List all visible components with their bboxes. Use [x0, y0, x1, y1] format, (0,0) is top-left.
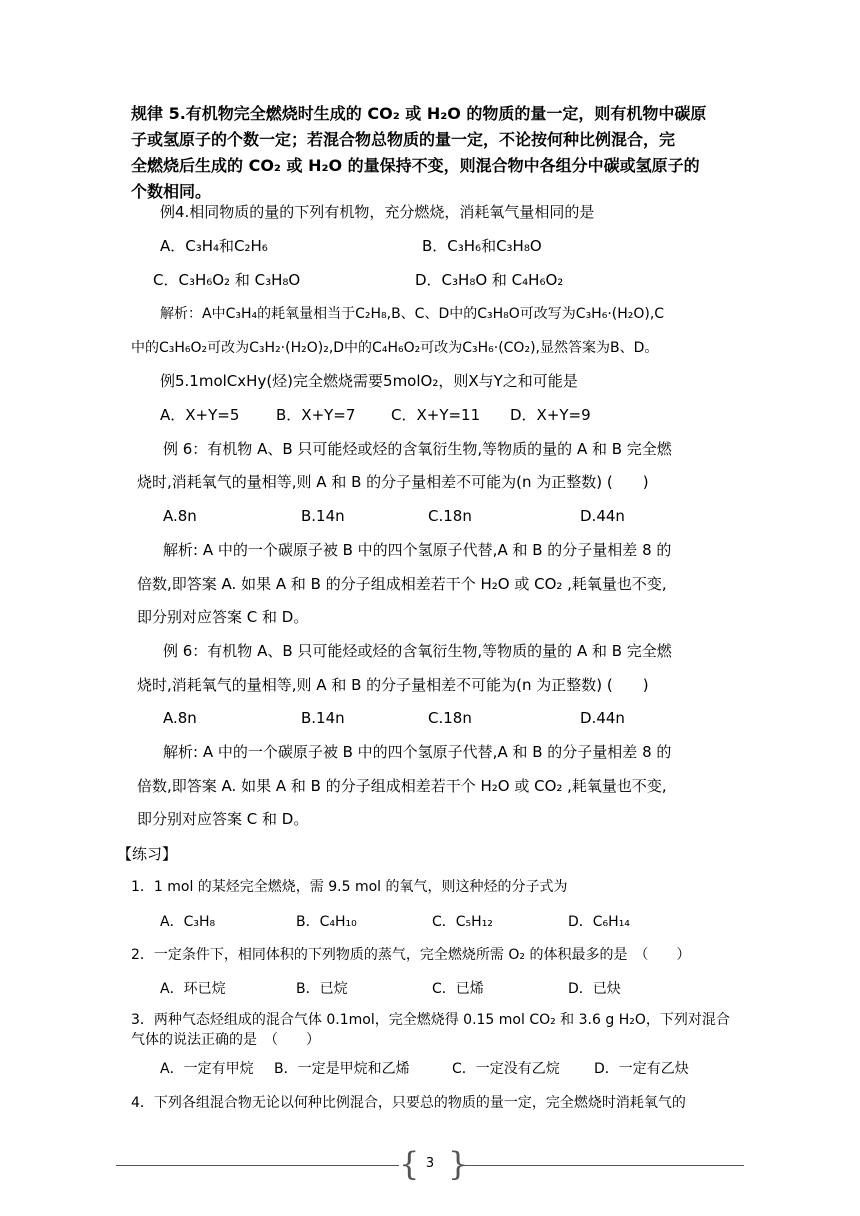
practice-q2-option-a: A．环已烷	[160, 981, 226, 997]
example6b-option-b: B.14n	[301, 709, 345, 727]
practice-q2-option-d: D．已炔	[568, 981, 621, 997]
example6a-option-d: D.44n	[580, 507, 625, 525]
practice-q1-option-c: C．C₅H₁₂	[432, 914, 493, 930]
practice-q3-option-a: A．一定有甲烷	[160, 1061, 254, 1077]
example4-option-d: D．C₃H₈O 和 C₄H₆O₂	[415, 271, 564, 289]
left-brace-icon: {	[399, 1145, 420, 1183]
example5-option-a: A．X+Y=5	[160, 406, 240, 424]
example6b-option-a: A.8n	[163, 709, 197, 727]
example6b-analysis-line1: 解析: A 中的一个碳原子被 B 中的四个氢原子代替,A 和 B 的分子量相差 8 的	[163, 743, 672, 761]
practice-heading: 【练习】	[117, 845, 178, 863]
rule5-line4: 个数相同。	[131, 182, 212, 201]
example4-option-b: B．C₃H₆和C₃H₈O	[422, 237, 542, 255]
example6b-analysis-line2: 倍数,即答案 A. 如果 A 和 B 的分子组成相差若干个 H₂O 或 CO₂ ,耗氧量也不变,	[137, 777, 667, 795]
practice-q2-option-c: C．已烯	[432, 981, 484, 997]
example4-option-c: C．C₃H₆O₂ 和 C₃H₈O	[153, 271, 301, 289]
practice-q1-option-b: B．C₄H₁₀	[296, 914, 357, 930]
practice-q1-option-d: D．C₆H₁₄	[568, 914, 630, 930]
practice-q2-option-b: B．已烷	[296, 981, 348, 997]
practice-q3-option-d: D．一定有乙炔	[594, 1061, 689, 1077]
footer-rule-left	[116, 1165, 399, 1166]
example5-option-d: D．X+Y=9	[510, 406, 591, 424]
example6a-analysis-line3: 即分别对应答案 C 和 D。	[137, 608, 309, 626]
example6a-question-line2: 烧时,消耗氧气的量相等,则 A 和 B 的分子量相差不可能为(n 为正整数) ( )	[137, 473, 649, 491]
example6a-analysis-line2: 倍数,即答案 A. 如果 A 和 B 的分子组成相差若干个 H₂O 或 CO₂ ,耗氧量也不变,	[137, 575, 667, 593]
practice-q4: 4．下列各组混合物无论以何种比例混合，只要总的物质的量一定，完全燃烧时消耗氧气的	[131, 1095, 686, 1111]
example6a-question-line1: 例 6：有机物 A、B 只可能烃或烃的含氧衍生物,等物质的量的 A 和 B 完全燃	[163, 440, 672, 458]
rule5-line3: 全燃烧后生成的 CO₂ 或 H₂O 的量保持不变，则混合物中各组分中碳或氢原子的	[131, 156, 700, 175]
example4-option-a: A．C₃H₄和C₂H₆	[160, 237, 268, 255]
page-number: 3	[425, 1156, 435, 1171]
example6b-question-line2: 烧时,消耗氧气的量相等,则 A 和 B 的分子量相差不可能为(n 为正整数) ( )	[137, 676, 649, 694]
practice-q1: 1．1 mol 的某烃完全燃烧，需 9.5 mol 的氧气，则这种烃的分子式为	[131, 879, 568, 895]
practice-q1-option-a: A．C₃H₈	[160, 914, 216, 930]
example6b-analysis-line3: 即分别对应答案 C 和 D。	[137, 810, 309, 828]
example5-option-b: B．X+Y=7	[276, 406, 356, 424]
example5-question: 例5.1molCxHy(烃)完全燃烧需要5molO₂，则X与Y之和可能是	[160, 372, 578, 390]
example5-option-c: C．X+Y=11	[391, 406, 481, 424]
practice-q3-option-c: C．一定没有乙烷	[452, 1061, 560, 1077]
practice-q3-line2: 气体的说法正确的是 （ ）	[131, 1032, 320, 1048]
right-brace-icon: }	[448, 1145, 469, 1183]
example4-question: 例4.相同物质的量的下列有机物，充分燃烧，消耗氧气量相同的是	[160, 203, 595, 221]
example6b-option-d: D.44n	[580, 709, 625, 727]
example6b-option-c: C.18n	[428, 709, 472, 727]
example6b-question-line1: 例 6：有机物 A、B 只可能烃或烃的含氧衍生物,等物质的量的 A 和 B 完全燃	[163, 642, 672, 660]
example6a-option-b: B.14n	[301, 507, 345, 525]
footer-rule-right	[462, 1165, 744, 1166]
example4-analysis-line1: 解析：A中C₃H₄的耗氧量相当于C₂H₈,B、C、D中的C₃H₈O可改写为C₃H₆·(H₂O),C	[160, 306, 665, 322]
example6a-option-a: A.8n	[163, 507, 197, 525]
practice-q3-line1: 3．两种气态烃组成的混合气体 0.1mol，完全燃烧得 0.15 mol CO₂ 和 3.6 g H₂O，下列对混合	[131, 1012, 730, 1028]
practice-q2: 2．一定条件下，相同体积的下列物质的蒸气，完全燃烧所需 O₂ 的体积最多的是 （ ）	[131, 947, 691, 963]
example6a-option-c: C.18n	[428, 507, 472, 525]
example6a-analysis-line1: 解析: A 中的一个碳原子被 B 中的四个氢原子代替,A 和 B 的分子量相差 8 的	[163, 541, 672, 559]
example4-analysis-line2: 中的C₃H₆O₂可改为C₃H₂·(H₂O)₂,D中的C₄H₆O₂可改为C₃H₆·(CO₂),显然答案为B、D。	[131, 340, 659, 356]
practice-q3-option-b: B．一定是甲烷和乙烯	[274, 1061, 410, 1077]
rule5-line2: 子或氢原子的个数一定；若混合物总物质的量一定，不论按何种比例混合，完	[131, 130, 676, 149]
rule5-line1: 规律 5.有机物完全燃烧时生成的 CO₂ 或 H₂O 的物质的量一定，则有机物中碳原	[131, 104, 707, 123]
